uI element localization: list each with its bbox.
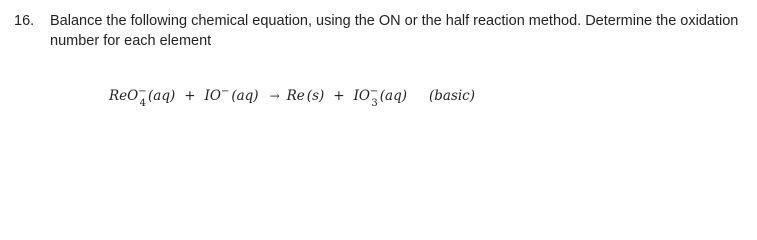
reactant-perrhenate-state: (aq) [148,88,176,104]
reaction-arrow: → [269,89,280,103]
reactant-perrhenate-charge: − [138,86,147,97]
reactant-perrhenate [109,86,175,108]
chemical-equation [109,86,475,108]
question-number: 16. [14,13,35,29]
reactant-perrhenate-formula: ReO [109,88,139,104]
product-iodate-formula: IO [353,88,370,104]
plus-sign: + [333,88,345,104]
reactant-perrhenate-subscript: 4 [139,98,146,109]
product-rhenium-formula: Re [286,88,305,104]
product-iodate-state: (aq) [379,88,407,104]
question-text: Balance the following chemical equation, using the ON or the half reaction method. Determine the oxidation number for each element [50,13,739,49]
reaction-condition: (basic) [428,88,476,104]
product-iodate [354,86,407,108]
plus-sign: + [184,88,196,104]
reactant-iodide-formula: IO [204,88,221,104]
reactant-iodide-charge: − [220,86,230,97]
product-rhenium [287,86,325,106]
product-rhenium-state: (s) [306,88,325,104]
product-iodate-subscript: 3 [371,98,378,109]
question-block [14,11,744,51]
reactant-iodide-state: (aq) [231,88,259,104]
reactant-iodide [205,86,259,108]
product-iodate-charge: − [369,86,379,97]
